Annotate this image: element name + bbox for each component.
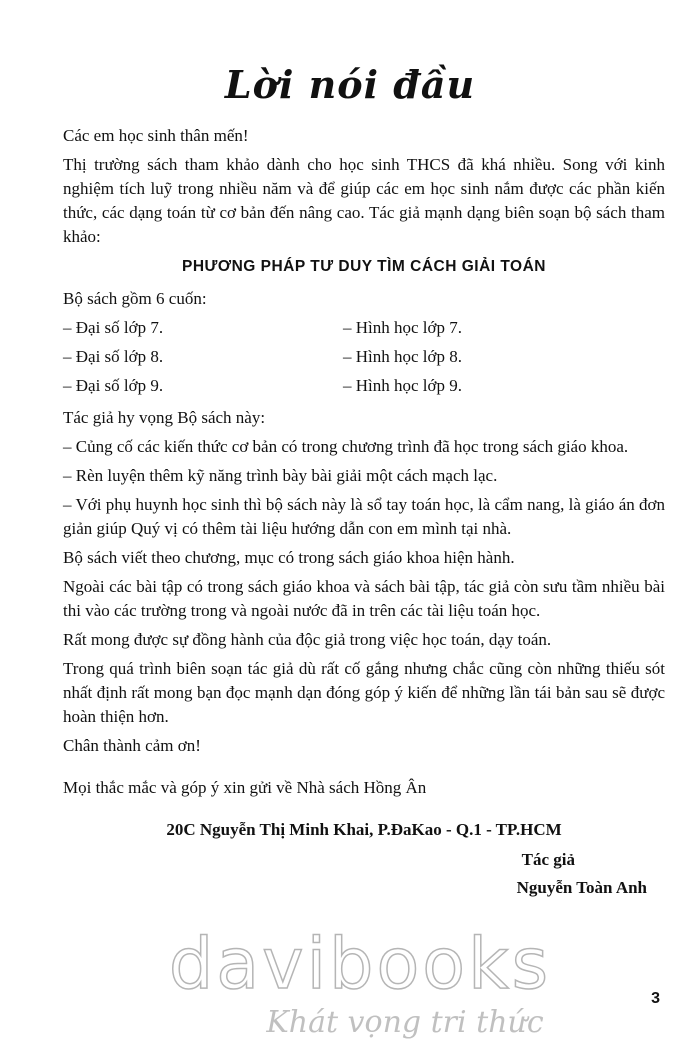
preface-body <box>63 124 665 900</box>
book-item: – Đại số lớp 9. <box>63 376 164 395</box>
book-item: – Đại số lớp 7. <box>63 318 164 337</box>
page-number: 3 <box>651 990 660 1007</box>
author-signature <box>63 848 665 900</box>
paragraph: Ngoài các bài tập có trong sách giáo khoa và sách bài tập, tác giả còn sưu tầm nhiều bài thi vào các trường trong và ngoài nước đã in trên các tài liệu toán học. <box>63 577 665 620</box>
book-list <box>63 316 665 398</box>
page-title: Lời nói đầu <box>224 62 476 107</box>
intro-paragraph: Thị trường sách tham khảo dành cho học sinh THCS đã khá nhiều. Song với kinh nghiệm tích luỹ trong nhiều năm và để giúp các em học sinh nắm được các phần kiến thức, các dạng toán từ cơ bản đến nâng cao. Tác giả mạnh dạng biên soạn bộ sách tham khảo: <box>63 155 665 246</box>
paragraph: Rất mong được sự đồng hành của độc giả trong việc học toán, dạy toán. <box>63 630 552 649</box>
book-item: – Hình học lớp 8. <box>343 347 463 366</box>
series-title: PHƯƠNG PHÁP TƯ DUY TÌM CÁCH GIẢI TOÁN <box>181 258 547 275</box>
publisher-address: 20C Nguyễn Thị Minh Khai, P.ĐaKao - Q.1 - TP.HCM <box>166 820 562 839</box>
hope-item: – Rèn luyện thêm kỹ năng trình bày bài giải một cách mạch lạc. <box>63 466 498 485</box>
watermark-logo: davibooks <box>168 923 552 1005</box>
hope-item: – Với phụ huynh học sinh thì bộ sách này là sổ tay toán học, là cẩm nang, là giáo án đơn giản giúp Quý vị có thêm tài liệu hướng dẫn con em mình tại nhà. <box>63 495 665 538</box>
watermark-tagline: Khát vọng tri thức <box>266 1005 544 1040</box>
book-item: – Hình học lớp 7. <box>343 318 463 337</box>
set-intro: Bộ sách gồm 6 cuốn: <box>63 289 207 308</box>
paragraph: Trong quá trình biên soạn tác giả dù rất cố gắng nhưng chắc cũng còn những thiếu sót nhất định rất mong bạn đọc mạnh dạn đóng góp ý kiến để những lần tái bản sau sẽ được hoàn thiện hơn. <box>63 659 665 726</box>
closing-thanks: Chân thành cảm ơn! <box>63 736 201 755</box>
hope-intro: Tác giả hy vọng Bộ sách này: <box>63 408 266 427</box>
book-item: – Hình học lớp 9. <box>343 376 463 395</box>
book-item: – Đại số lớp 8. <box>63 347 164 366</box>
contact-line: Mọi thắc mắc và góp ý xin gửi về Nhà sách Hồng Ân <box>63 778 427 797</box>
paragraph: Bộ sách viết theo chương, mục có trong sách giáo khoa hiện hành. <box>63 548 515 567</box>
hope-item: – Củng cố các kiến thức cơ bản có trong chương trình đã học trong sách giáo khoa. <box>63 437 629 456</box>
watermark <box>150 925 570 1040</box>
author-name: Nguyễn Toàn Anh <box>516 878 647 897</box>
author-role: Tác giả <box>521 850 575 869</box>
greeting: Các em học sinh thân mến! <box>63 126 249 145</box>
